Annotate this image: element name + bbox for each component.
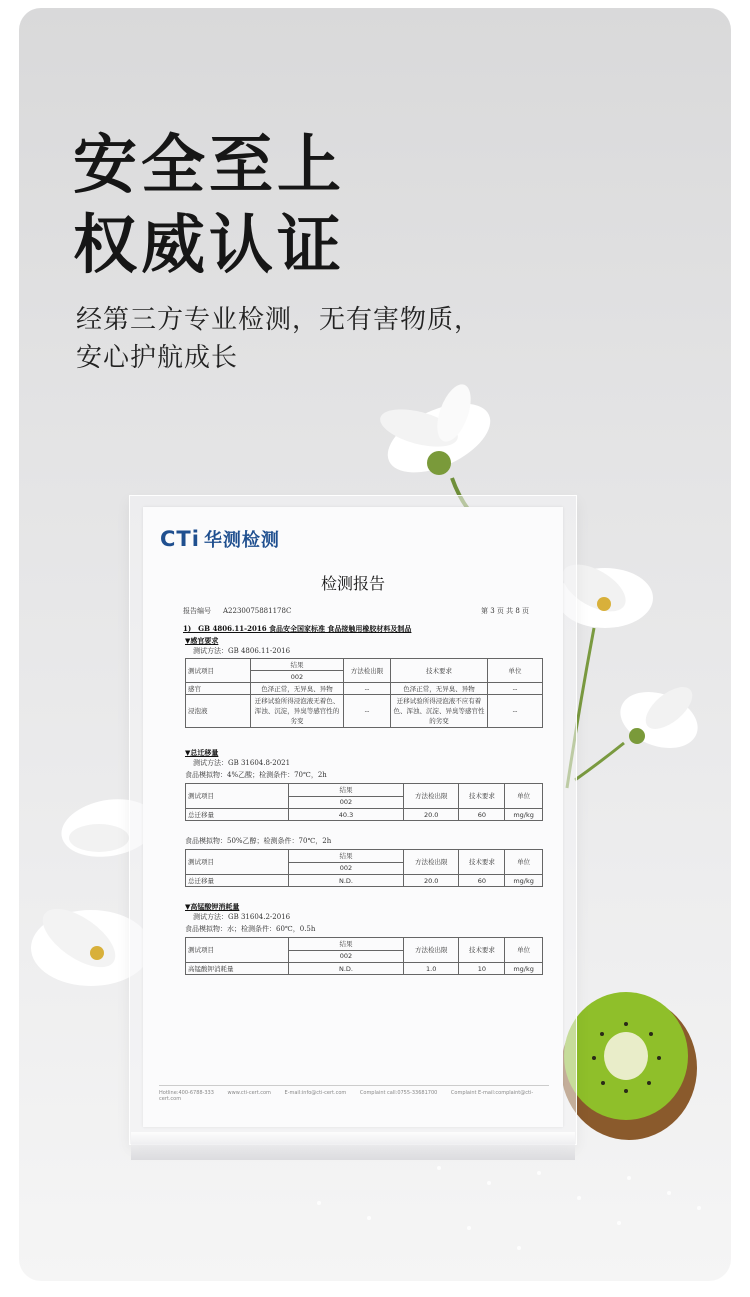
table-row: 测试项目 结果 方法检出限 技术要求 单位	[186, 938, 543, 951]
migration-table-2	[185, 849, 543, 887]
table-row: 感官 色泽正常，无异臭、异物 -- 色泽正常，无异臭、异物 --	[186, 683, 543, 695]
headline-line-2: 权威认证	[73, 209, 345, 283]
footer-hotline: Hotline:400-6788-333	[159, 1090, 214, 1096]
table-row: 测试项目 结果 方法检出限 技术要求 单位	[186, 659, 543, 671]
migration-table-1	[185, 783, 543, 821]
table-row: 002	[186, 862, 543, 875]
footer-complaint-email: Complaint E-mail:complaint@cti-cert.com	[159, 1090, 534, 1102]
report-footer	[159, 1090, 563, 1102]
page-info: 第 3 页 共 8 页	[481, 607, 530, 615]
table-row: 总迁移量 N.D. 20.0 60 mg/kg	[186, 875, 543, 887]
page-subtitle	[76, 301, 481, 377]
acrylic-stand-base	[131, 1132, 575, 1160]
footer-email: E-mail:info@cti-cert.com	[284, 1090, 347, 1096]
section-sensory-heading: ▼感官要求	[185, 636, 219, 645]
sugar-crystals	[317, 1166, 701, 1250]
daisy-flower-right-2	[613, 679, 706, 758]
kiwi-fruit	[561, 992, 697, 1140]
report-number-label: 报告编号	[183, 607, 211, 615]
footer-divider	[159, 1085, 549, 1086]
footer-complaint-call: Complaint call:0755-33681700	[359, 1090, 438, 1096]
migration-condition-2: 食品模拟物：50%乙醇；检测条件：70℃，2h	[185, 837, 332, 845]
report-title: 检测报告	[320, 574, 385, 593]
report-number: A2230075881178C	[223, 607, 292, 615]
page-headline	[73, 126, 345, 286]
table-row: 测试项目 结果 方法检出限 技术要求 单位	[186, 784, 543, 797]
subtitle-line-1: 经第三方专业检测，无有害物质，	[76, 305, 482, 335]
table-row: 高锰酸钾消耗量 N.D. 1.0 10 mg/kg	[186, 963, 543, 975]
footer-website: www.cti-cert.com	[227, 1090, 271, 1096]
sensory-table	[185, 658, 543, 728]
section-permanganate-method: 测试方法：GB 31604.2-2016	[193, 913, 291, 921]
section-migration-heading: ▼总迁移量	[185, 748, 219, 757]
headline-line-1: 安全至上	[73, 129, 345, 203]
cti-logo	[160, 526, 280, 552]
section-sensory-method: 测试方法：GB 4806.11-2016	[193, 647, 291, 655]
subtitle-line-2: 安心护航成长	[76, 343, 239, 373]
logo-mark: CTi	[160, 527, 200, 551]
table-row: 002	[186, 796, 543, 809]
daisy-flower-top	[376, 380, 500, 487]
section-migration-method: 测试方法：GB 31604.8-2021	[193, 759, 291, 767]
migration-condition-1: 食品模拟物：4%乙酸；检测条件：70℃，2h	[185, 771, 327, 779]
logo-name: 华测检测	[203, 530, 280, 551]
permanganate-table	[185, 937, 543, 975]
section-permanganate-heading: ▼高锰酸钾消耗量	[185, 902, 240, 911]
standard-line: 1) GB 4806.11-2016 食品安全国家标准 食品接触用橡胶材料及制品	[183, 624, 412, 633]
table-row: 002	[186, 671, 543, 683]
background-card	[19, 8, 731, 1281]
table-row: 002	[186, 950, 543, 963]
test-report-document	[143, 507, 563, 1127]
table-row: 浸泡液 迁移试验所得浸泡液无着色、浑浊、沉淀，异臭等感官性的劣变 -- 迁移试验所得浸泡液不应有着色、浑浊、沉淀、异臭等感官性的劣变 --	[186, 695, 543, 728]
permanganate-condition: 食品模拟物：水；检测条件：60℃，0.5h	[185, 925, 316, 933]
table-row: 测试项目 结果 方法检出限 技术要求 单位	[186, 850, 543, 863]
table-row: 总迁移量 40.3 20.0 60 mg/kg	[186, 809, 543, 821]
